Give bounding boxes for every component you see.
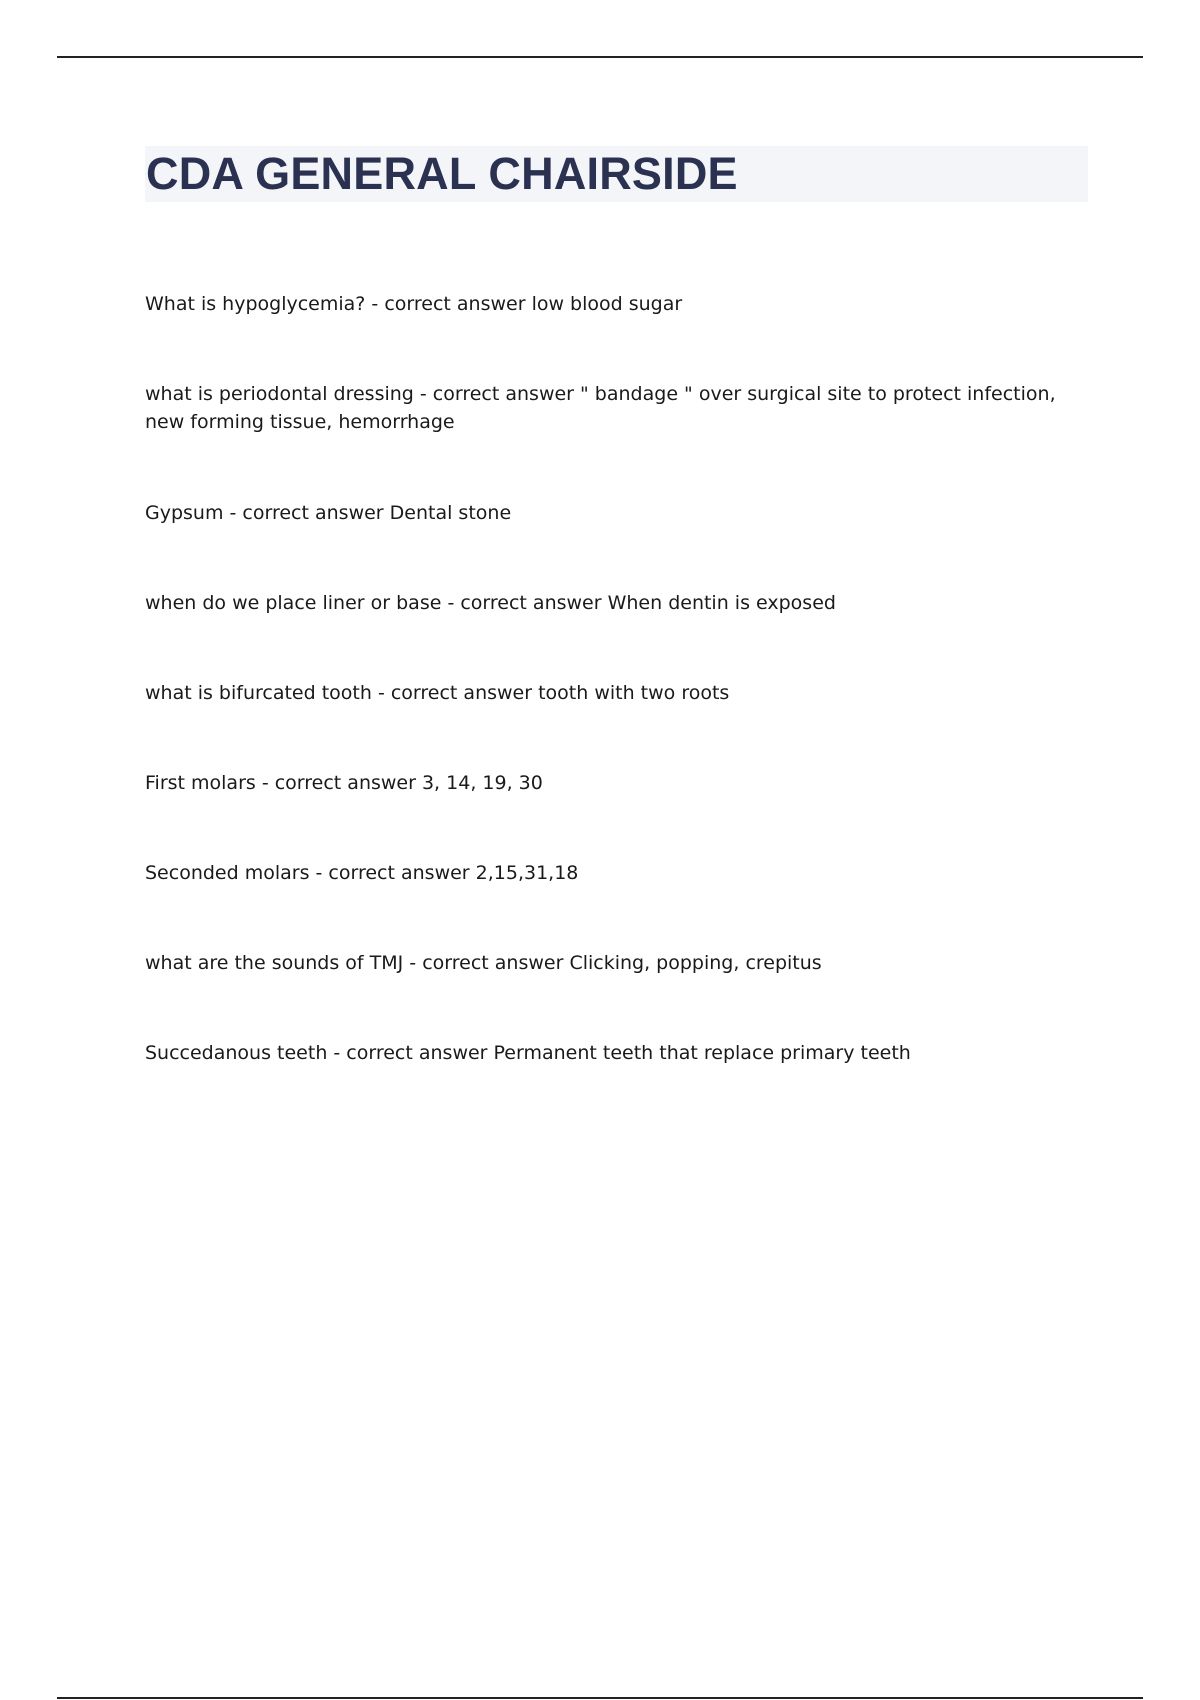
answer-separator: - correct answer bbox=[371, 682, 539, 704]
top-rule bbox=[57, 56, 1143, 58]
answer-separator: - correct answer bbox=[441, 592, 608, 614]
question-text: First molars bbox=[145, 772, 256, 794]
qa-item bbox=[145, 290, 1065, 318]
question-text: Succedanous teeth bbox=[145, 1042, 328, 1064]
answer-text: tooth with two roots bbox=[538, 682, 730, 704]
qa-item bbox=[145, 1039, 1065, 1067]
qa-item bbox=[145, 589, 1065, 617]
answer-separator: - correct answer bbox=[403, 952, 570, 974]
answer-text: Dental stone bbox=[389, 502, 512, 524]
answer-text: Permanent teeth that replace primary teeth bbox=[493, 1042, 911, 1064]
qa-item bbox=[145, 859, 1065, 887]
question-text: What is hypoglycemia? bbox=[145, 293, 366, 315]
answer-separator: - correct answer bbox=[255, 772, 422, 794]
answer-text: When dentin is exposed bbox=[607, 592, 836, 614]
document-title: CDA GENERAL CHAIRSIDE bbox=[146, 148, 738, 199]
question-text: what are the sounds of TMJ bbox=[145, 952, 404, 974]
qa-item bbox=[145, 499, 1065, 527]
answer-separator: - correct answer bbox=[365, 293, 532, 315]
question-text: when do we place liner or base bbox=[145, 592, 442, 614]
answer-separator: - correct answer bbox=[327, 1042, 494, 1064]
answer-separator: - correct answer bbox=[413, 383, 581, 405]
answer-text: Clicking, popping, crepitus bbox=[569, 952, 822, 974]
answer-separator: - correct answer bbox=[309, 862, 476, 884]
question-text: Gypsum bbox=[145, 502, 224, 524]
qa-item bbox=[145, 769, 1065, 797]
qa-item bbox=[145, 380, 1065, 436]
answer-text: low blood sugar bbox=[531, 293, 683, 315]
answer-text: 3, 14, 19, 30 bbox=[421, 772, 543, 794]
qa-item bbox=[145, 679, 1065, 707]
bottom-rule bbox=[57, 1697, 1143, 1699]
question-text: what is bifurcated tooth bbox=[145, 682, 372, 704]
answer-separator: - correct answer bbox=[223, 502, 390, 524]
answer-text: 2,15,31,18 bbox=[475, 862, 579, 884]
question-text: what is periodontal dressing bbox=[145, 383, 414, 405]
qa-item bbox=[145, 949, 1065, 977]
question-text: Seconded molars bbox=[145, 862, 310, 884]
answer-text: " bandage " over surgical site to protect infection, new forming tissue, hemorrhage bbox=[145, 383, 1056, 433]
qa-list bbox=[145, 290, 1065, 1129]
